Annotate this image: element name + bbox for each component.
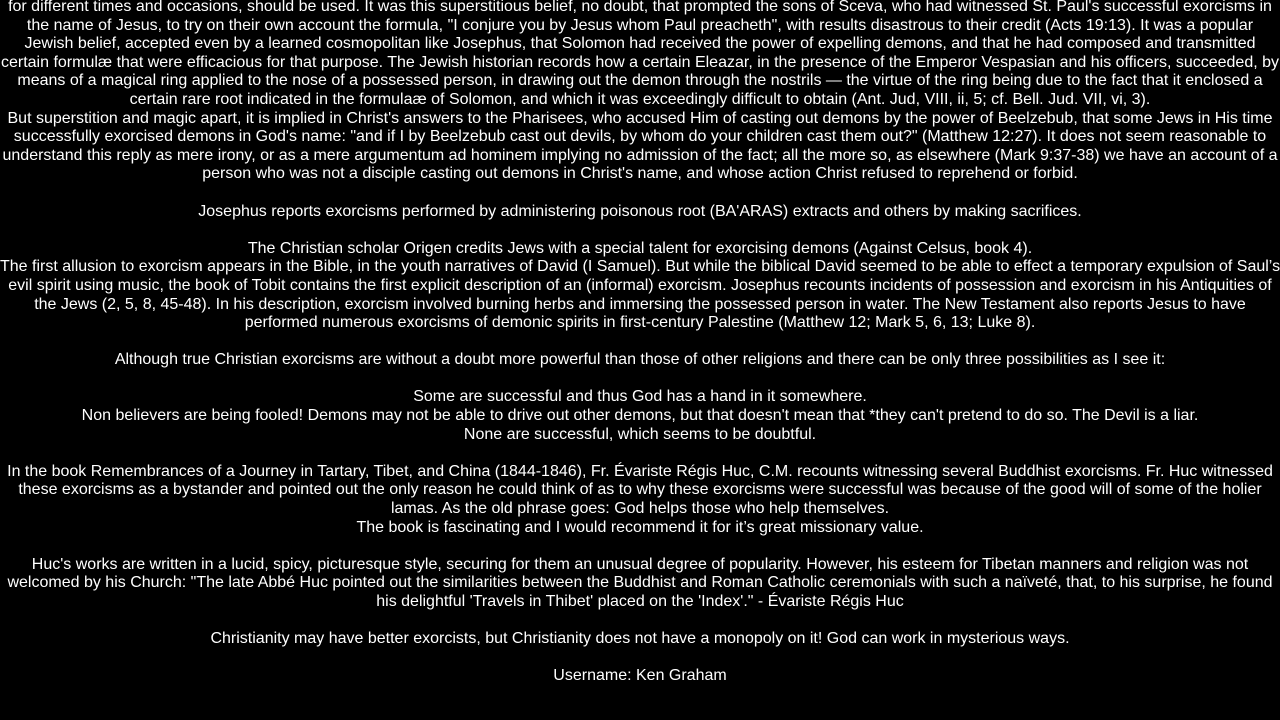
text-line: person who was not a disciple casting out demons in Christ's name, and whose action Christ refused to reprehend or forbid. — [202, 165, 1078, 183]
text-line: The book is fascinating and I would recommend it for it’s great missionary value. — [356, 518, 924, 536]
text-line: successfully exorcised demons in God's name: "and if I by Beelzebub cast out devils, by whom do your children cast them out?" (Matthew 12:27). It does not seem reasonable to — [13, 128, 1267, 146]
text-line: certain formulæ that were efficacious for that purpose. The Jewish historian records how a certain Eleazar, in the presence of the Emperor Vespasian and his officers, succeeded, by — [0, 53, 1280, 71]
paragraph-spacer — [0, 444, 1280, 463]
paragraph — [0, 203, 1280, 222]
text-line: Although true Christian exorcisms are without a doubt more powerful than those of other religions and there can be only three possibilities as I see it: — [114, 351, 1166, 369]
paragraph-spacer — [0, 649, 1280, 668]
paragraph — [0, 0, 1280, 110]
text-line: his delightful 'Travels in Thibet' placed on the 'Index'." - Évariste Régis Huc — [376, 593, 904, 610]
text-line: Christianity may have better exorcists, but Christianity does not have a monopoly on it! God can work in mysterious ways. — [210, 630, 1070, 648]
text-line: In the book Remembrances of a Journey in Tartary, Tibet, and China (1844-1846), Fr. Évariste Régis Huc, C.M. recounts witnessing several Buddhist exorcisms. Fr. Huc witnessed — [7, 462, 1273, 480]
text-line: The first allusion to exorcism appears in the Bible, in the youth narratives of David (I Samuel). But while the biblical David seemed to be able to effect a temporary expulsion of Saul’s — [0, 258, 1280, 276]
text-line: the Jews (2, 5, 8, 45-48). In his description, exorcism involved burning herbs and immersing the possessed person in water. The New Testament also reports Jesus to have — [34, 295, 1246, 313]
paragraph — [0, 258, 1280, 332]
text-line: None are successful, which seems to be doubtful. — [463, 425, 817, 443]
text-line: for different times and occasions, should be used. It was this superstitious belief, no doubt, that prompted the sons of Sceva, who had witnessed St. Paul's successful exorcisms in — [8, 0, 1272, 15]
paragraph — [0, 556, 1280, 612]
paragraph — [0, 240, 1280, 259]
text-line: Huc's works are written in a lucid, spicy, picturesque style, securing for them an unusual degree of popularity. However, his esteem for Tibetan manners and religion was not — [31, 555, 1249, 573]
paragraph — [0, 463, 1280, 537]
paragraph — [0, 351, 1280, 370]
paragraph-spacer — [0, 370, 1280, 389]
text-line: Non believers are being fooled! Demons may not be able to drive out other demons, but that doesn't mean that *they can't pretend to do so. The Devil is a liar. — [81, 407, 1199, 425]
text-line: Username: Ken Graham — [553, 667, 727, 685]
text-line: Some are successful and thus God has a hand in it somewhere. — [413, 388, 867, 406]
text-line: But superstition and magic apart, it is implied in Christ's answers to the Pharisees, who accused Him of casting out demons by the power of Beelzebub, that some Jews in His time — [7, 109, 1273, 127]
paragraph — [0, 630, 1280, 649]
paragraph-spacer — [0, 333, 1280, 352]
text-line: Jewish belief, accepted even by a learned cosmopolitan like Josephus, that Solomon had received the power of expelling demons, and that he had composed and transmitted — [24, 35, 1256, 53]
paragraph — [0, 388, 1280, 444]
text-line: The Christian scholar Origen credits Jews with a special talent for exorcising demons (Against Celsus, book 4). — [247, 239, 1033, 257]
paragraph — [0, 667, 1280, 686]
text-line: Josephus reports exorcisms performed by administering poisonous root (BA'ARAS) extracts and others by making sacrifices. — [198, 202, 1082, 220]
text-line: performed numerous exorcisms of demonic spirits in first-century Palestine (Matthew 12; Mark 5, 6, 13; Luke 8). — [244, 314, 1036, 332]
paragraph-spacer — [0, 537, 1280, 556]
text-line: lamas. As the old phrase goes: God helps those who help themselves. — [390, 500, 890, 518]
text-line: means of a magical ring applied to the nose of a possessed person, in drawing out the demon through the nostrils — the virtue of the ring being due to the fact that it enclosed a — [17, 72, 1263, 90]
paragraph-spacer — [0, 612, 1280, 631]
paragraph-spacer — [0, 221, 1280, 240]
text-line: the name of Jesus, to try on their own account the formula, "I conjure you by Jesus whom Paul preacheth", with results disastrous to their credit (Acts 19:13). It was a popular — [26, 16, 1254, 34]
text-line: these exorcisms as a bystander and pointed out the only reason he could think of as to why these exorcisms were successful was because of the good will of some of the holier — [18, 481, 1262, 499]
text-line: evil spirit using music, the book of Tobit contains the first explicit description of an (informal) exorcism. Josephus recounts incidents of possession and exorcism in his Antiquities of — [8, 276, 1272, 294]
paragraph-spacer — [0, 184, 1280, 203]
text-line: certain rare root indicated in the formulaæ of Solomon, and which it was exceedingly difficult to obtain (Ant. Jud, VIII, ii, 5; cf. Bell. Jud. VII, vi, 3). — [129, 90, 1151, 108]
text-line: understand this reply as mere irony, or as a mere argumentum ad hominem implying no admission of the fact; all the more so, as elsewhere (Mark 9:37-38) we have an account of a — [2, 146, 1278, 164]
text-line: welcomed by his Church: "The late Abbé Huc pointed out the similarities between the Buddhist and Roman Catholic ceremonials with such a naïveté, that, to his surprise, he found — [7, 574, 1273, 592]
paragraph — [0, 110, 1280, 184]
